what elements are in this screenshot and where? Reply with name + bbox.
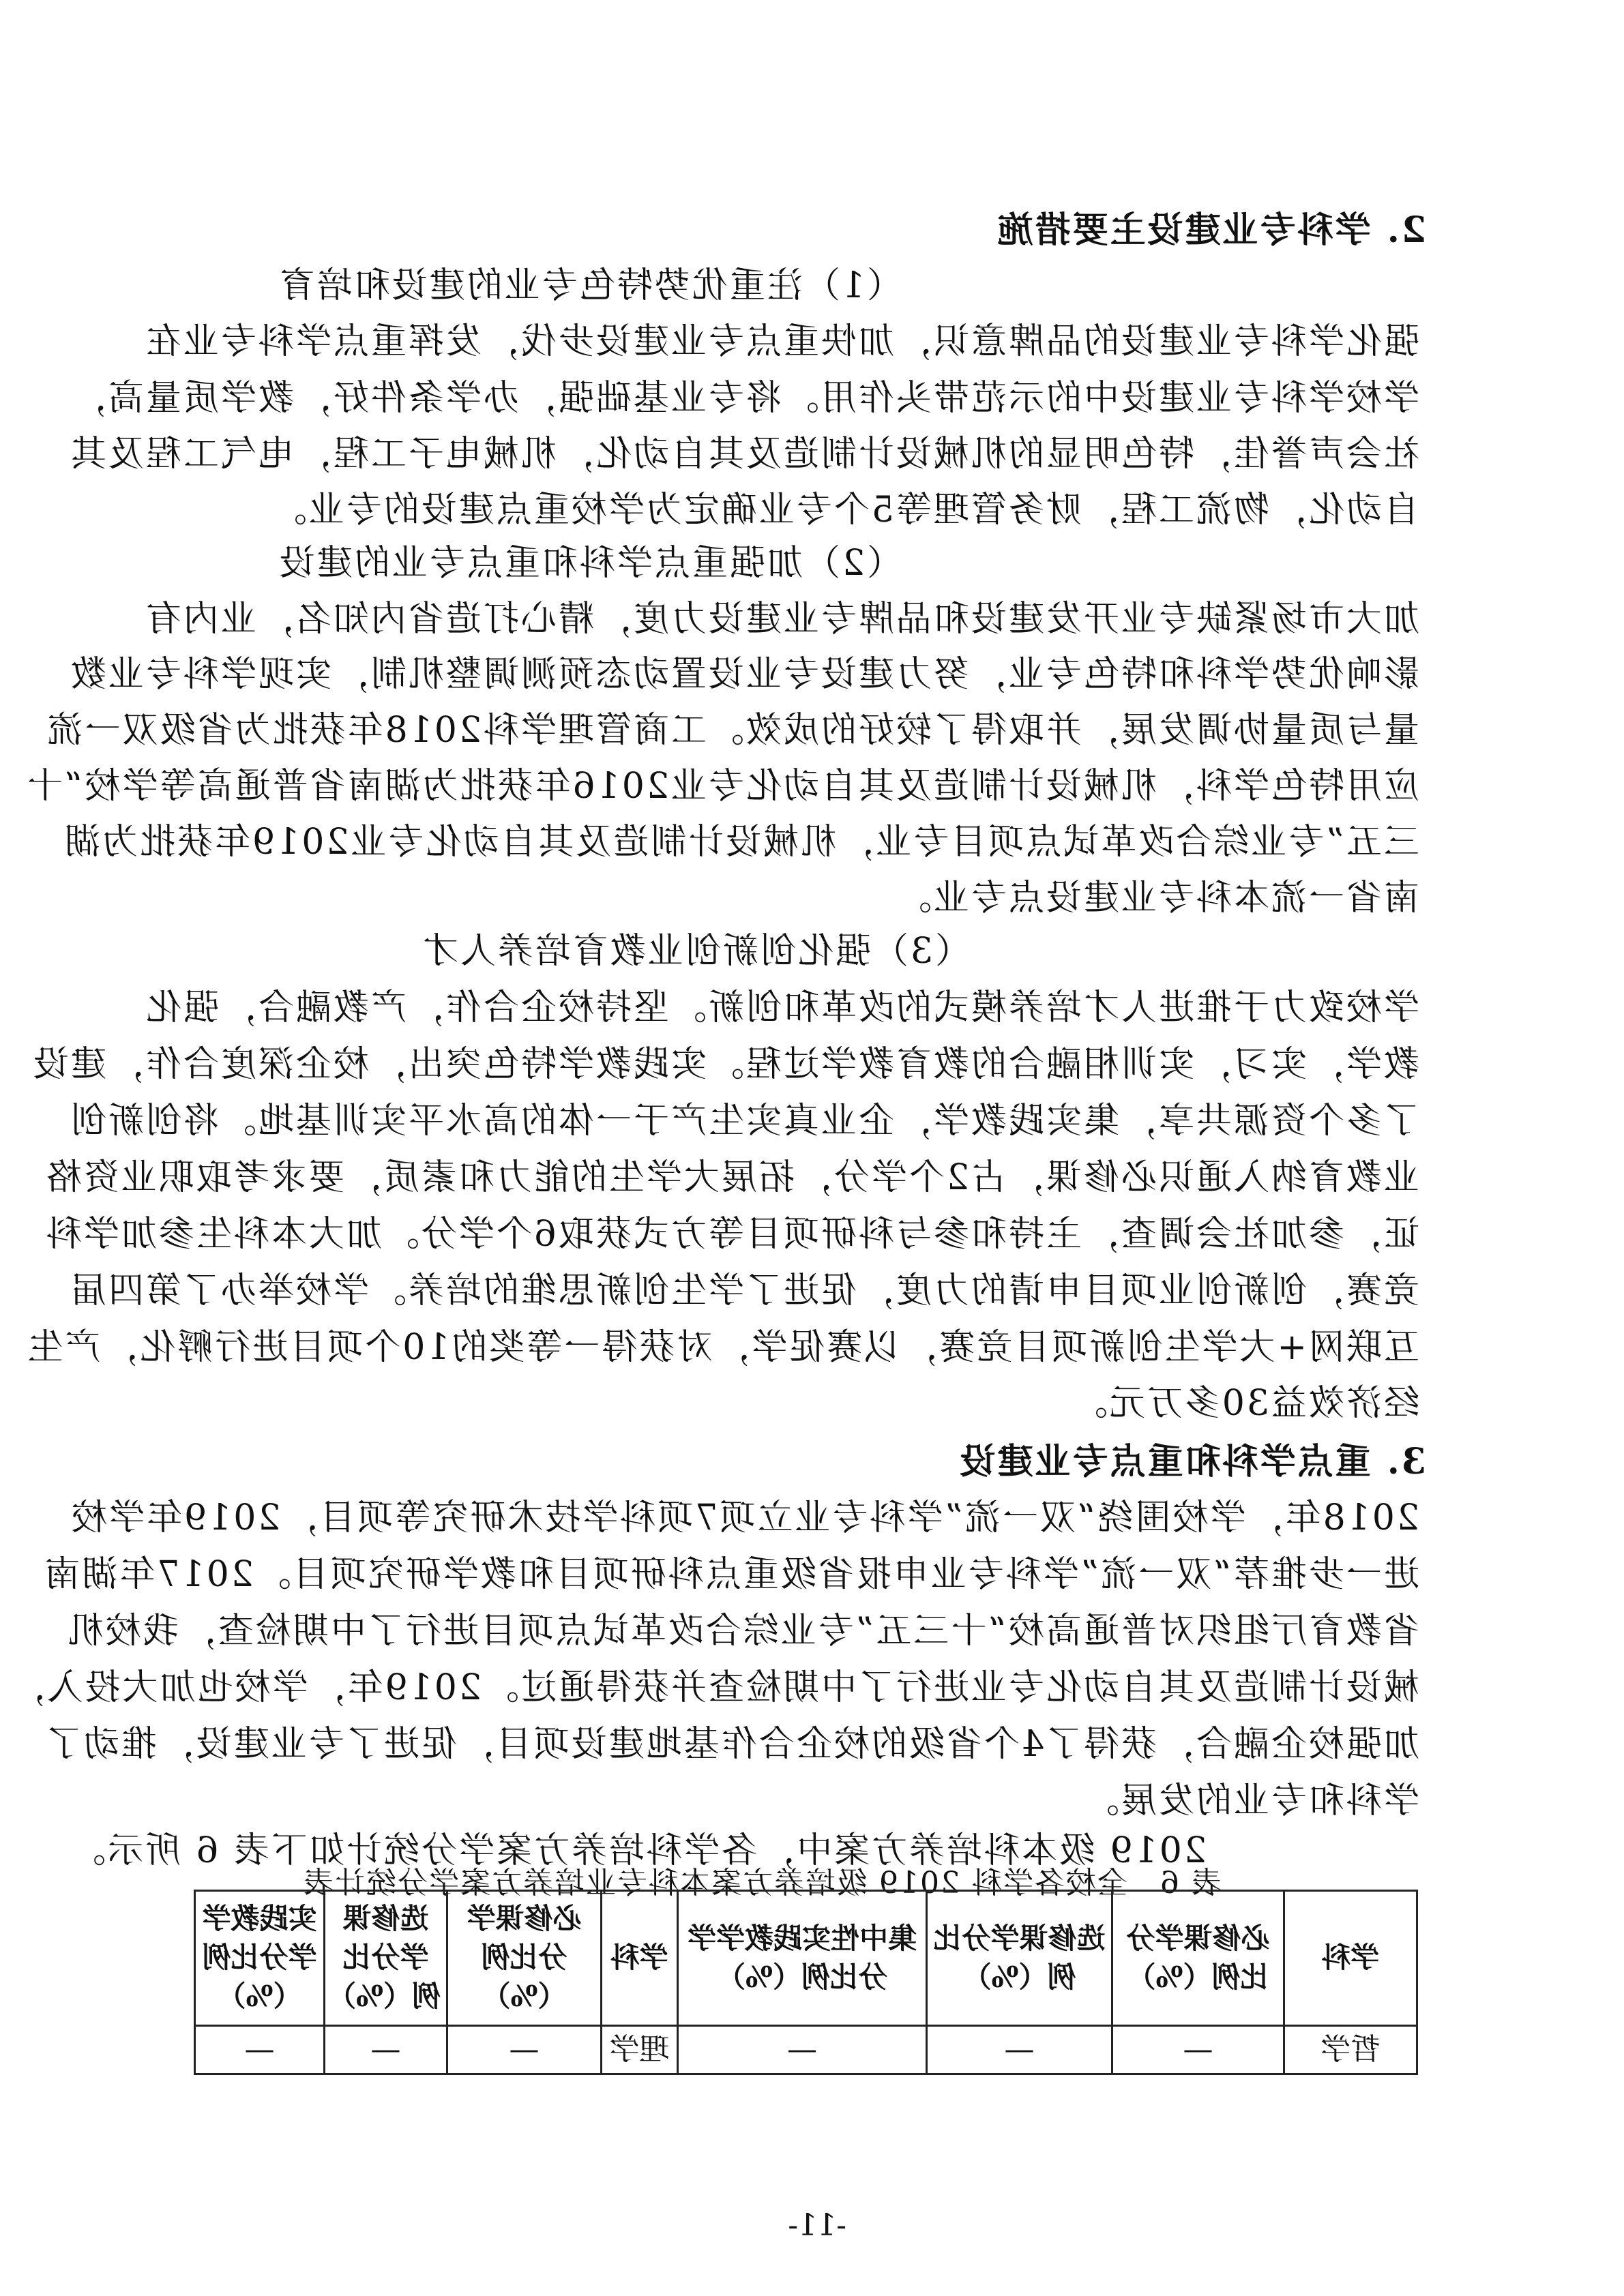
paragraph-line: 互联网+大学生创新项目竞赛，以赛促学，对获得一等奖的10个项目进行孵化，产生 [25, 1327, 1419, 1368]
subheading-2: （2）加强重点学科和重点专业的建设 [277, 543, 902, 584]
table-cell: 哲学 [1284, 2026, 1417, 2074]
paragraph-line: 社会声誉佳，特色明显的机械设计制造及其自动化，机械电子工程，电气工程及其 [68, 434, 1419, 475]
table-cell: — [1112, 2026, 1284, 2074]
subheading-1: （1）注重优势特色专业的建设和培育 [277, 265, 902, 306]
table-header-cell: 学科 [1284, 1891, 1417, 2026]
table-header-cell: 选修课学分比例（%） [325, 1891, 447, 2026]
table-header-cell: 学科 [602, 1891, 678, 2026]
table-header-cell: 必修课学分比例（%） [447, 1891, 602, 2026]
paragraph-line: 影响优势学科和特色专业，努力建设专业设置动态预测调整机制，实现学科专业数 [68, 654, 1419, 695]
table-header-row [195, 1891, 1417, 2026]
paragraph-line: 证，参加社会调查，主持和参与科研项目等方式获取6个学分。加大本科生参加学科 [44, 1214, 1419, 1255]
subheading-3: （3）强化创新创业教育培养人才 [420, 931, 971, 972]
paragraph-line: 了多个资源共享，集实践教学，企业真实生产于一体的高水平实训基地。将创新创 [68, 1101, 1419, 1142]
paragraph-line: 加大市场紧缺专业开发建设和品牌专业建设力度，精心打造省内知名，业内有 [143, 599, 1419, 640]
paragraph-line: 省教育厅组织对普通高校“十三五”专业综合改革试点项目进行了中期检查，我校机 [65, 1611, 1419, 1652]
paragraph-line: 竞赛，创新创业项目申请的力度，促进了学生创新思维的培养。学校举办了第四届 [68, 1270, 1419, 1311]
section-heading-2: 2. 学科专业建设主要措施 [995, 209, 1426, 251]
paragraph-line: 经济效益30多万元。 [1069, 1383, 1419, 1424]
table-header-cell: 选修课学分比例（%） [927, 1891, 1112, 2026]
table-intro: 2019 级本科培养方案中，各学科培养方案学分统计如下表 6 所示。 [68, 1830, 1207, 1871]
paragraph-line: 械设计制造及其自动化专业进行了中期检查并获得通过。2019年，学校也加大投入， [8, 1667, 1419, 1708]
table-cell: — [927, 2026, 1112, 2074]
paragraph-line: 加强校企融合，获得了4个省级的校企合作基地建设项目，促进了专业建设，推动了 [44, 1724, 1419, 1765]
paragraph-line: 教学，实习，实训相融合的教育教学过程。实践教学特色突出，校企深度合作，建设 [31, 1044, 1419, 1085]
paragraph-line: 进一步推荐“双一流”学科专业申报省级重点科研项目和教学研究项目。2017年湖南 [42, 1554, 1419, 1595]
table-cell: — [678, 2026, 927, 2074]
paragraph-line: 业教育纳入通识必修课，占2个学分，拓展大学生的能力和素质，要求考取职业资格 [44, 1157, 1419, 1198]
table-caption: 表 6 全校各学科 2019 级培养方案本科专业培养方案学分统计表 [302, 1866, 1222, 1900]
table-row [195, 2026, 1417, 2074]
paragraph-line: 强化学科专业建设的品牌意识，加快重点专业建设步伐，发挥重点学科专业在 [143, 321, 1419, 362]
table-cell: 理学 [602, 2026, 678, 2074]
paragraph-line: 学科和专业的发展。 [1081, 1780, 1419, 1821]
paragraph-line: 2018年，学校围绕“双一流”学科专业立项7项科学技术研究等项目，2019年学校 [70, 1497, 1419, 1538]
paragraph-line: 学校致力于推进人才培养模式的改革和创新。坚持校企合作，产教融合，强化 [143, 987, 1419, 1028]
table-cell: — [325, 2026, 447, 2074]
paragraph-line: 南省一流本科专业建设点专业。 [894, 878, 1419, 919]
table-cell: — [447, 2026, 602, 2074]
paragraph-line: 自动化，物流工程，财务管理等5个专业确定为学校重点建设的专业。 [269, 490, 1419, 531]
table-header-cell: 集中性实践教学学分比例（%） [678, 1891, 927, 2026]
credit-statistics-table [194, 1890, 1418, 2075]
section-heading-3: 3. 重点学科和重点专业建设 [958, 1441, 1426, 1482]
table-header-cell: 必修课学分比例（%） [1112, 1891, 1284, 2026]
page-number: -11- [788, 2208, 846, 2243]
paragraph-line: 应用特色学科，机械设计制造及其自动化专业2016年获批为湖南省普通高等学校“十 [25, 766, 1419, 807]
paragraph-line: 学校学科专业建设中的示范带头作用。将专业基础强，办学条件好，教学质量高， [68, 378, 1419, 419]
paragraph-line: 三五”专业综合改革试点项目专业，机械设计制造及其自动化专业2019年获批为湖 [63, 822, 1419, 863]
table-cell: — [195, 2026, 325, 2074]
paragraph-line: 量与质量协调发展，并取得了较好的成效。工商管理学科2018年获批为省级双一流 [45, 710, 1419, 751]
table-header-cell: 实践教学学分比例（%） [195, 1891, 325, 2026]
